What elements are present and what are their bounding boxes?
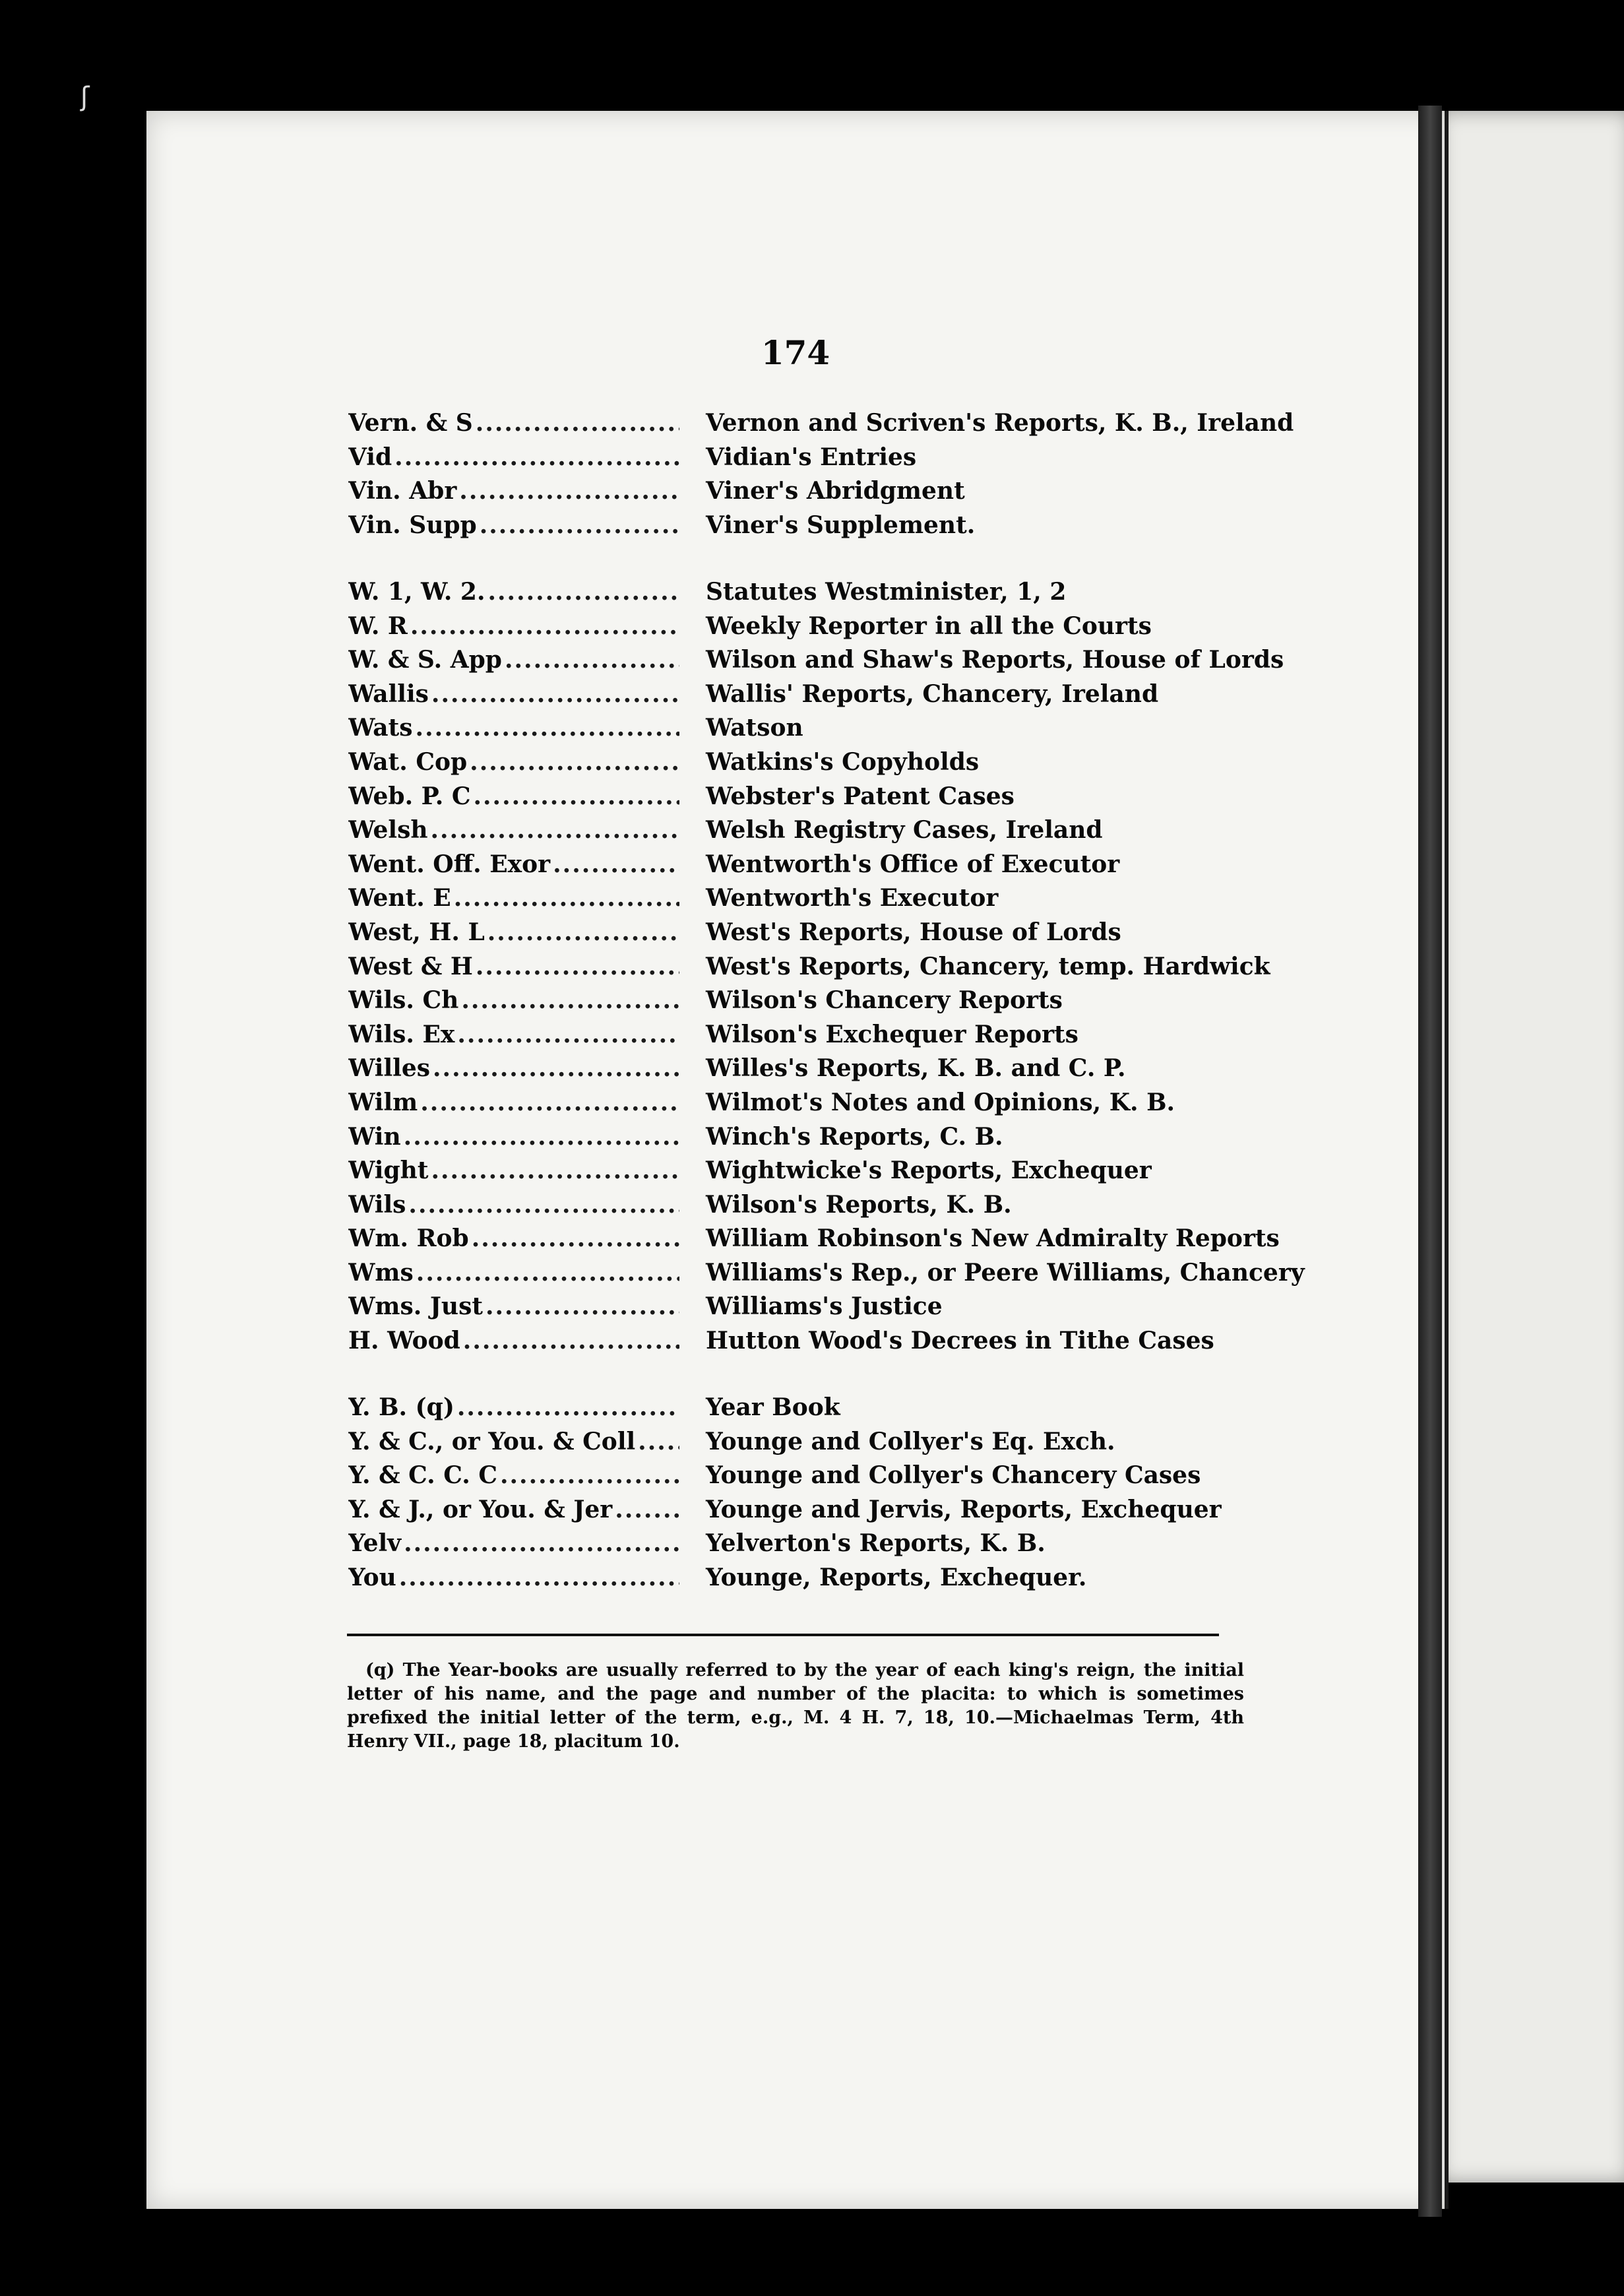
abbreviation-cell [348,511,679,539]
abbreviation-cell [348,918,679,946]
abbreviation-cell [348,1393,679,1421]
dot-leader [431,1157,679,1184]
abbreviation-meaning: Younge and Collyer's Eq. Exch. [706,1427,1115,1455]
bleed-through-text [806,375,1387,409]
abbreviation-text: Wils [348,1190,406,1219]
dot-leader [485,1292,679,1320]
abbreviation-entry [348,1564,1311,1598]
abbreviation-meaning: West's Reports, House of Lords [706,918,1121,946]
dot-leader [615,1496,679,1523]
abbreviation-entry [348,646,1311,680]
abbreviation-text: Wm. Rob [348,1225,469,1253]
dot-leader [410,612,679,640]
abbreviation-meaning: Webster's Patent Cases [706,782,1015,810]
abbreviation-cell [348,1021,679,1048]
abbreviation-cell [348,1564,679,1591]
abbreviation-entry [348,1259,1311,1293]
abbreviation-meaning: Year Book [706,1393,840,1421]
abbreviation-text: Wallis [348,680,429,708]
abbreviation-text: Vid [348,443,392,471]
abbreviation-entry [348,782,1311,817]
abbreviation-meaning: Wallis' Reports, Chancery, Ireland [706,680,1159,708]
abbreviation-cell [348,1054,679,1082]
abbreviation-cell [348,443,679,471]
abbreviation-cell [348,953,679,980]
scan-mark: ʃ [80,82,90,112]
abbreviation-cell [348,1191,679,1219]
abbreviation-meaning: Viner's Supplement. [706,511,976,539]
abbreviation-text: West & H [348,952,473,980]
abbreviation-cell [348,409,679,437]
abbreviation-cell [348,748,679,776]
abbreviation-entry [348,1089,1311,1123]
abbreviation-cell [348,1123,679,1151]
abbreviation-section-v [348,409,1311,545]
abbreviation-text: Wight [348,1157,429,1185]
abbreviation-entry [348,884,1311,918]
abbreviation-text: You [348,1563,396,1591]
abbreviation-meaning: Williams's Rep., or Peere Williams, Chancery [706,1258,1305,1287]
abbreviation-cell [348,850,679,878]
dot-leader [416,714,679,742]
abbreviation-text: West, H. L [348,918,485,946]
dot-leader [457,1393,679,1421]
abbreviation-text: Wils. Ch [348,986,459,1015]
abbreviation-text: Y. & J., or You. & Jer [348,1495,613,1523]
abbreviation-meaning: Younge, Reports, Exchequer. [706,1563,1087,1591]
dot-leader [487,918,679,946]
abbreviation-meaning: Younge and Collyer's Chancery Cases [706,1461,1201,1490]
abbreviation-text: Wilm [348,1088,418,1116]
abbreviation-entry [348,1123,1311,1157]
abbreviation-text: Willes [348,1054,430,1083]
abbreviation-entry [348,409,1311,443]
abbreviation-meaning: Watkins's Copyholds [706,748,980,776]
abbreviation-cell [348,477,679,505]
abbreviation-text: Vin. Abr [348,477,457,505]
abbreviation-entry [348,1461,1311,1496]
abbreviation-text: Y. & C., or You. & Coll [348,1427,636,1455]
dot-leader [457,1021,679,1048]
abbreviation-cell [348,1428,679,1455]
abbreviation-cell [348,816,679,844]
abbreviation-entry [348,1496,1311,1530]
dot-leader [470,748,679,776]
abbreviation-cell [348,1529,679,1557]
dot-leader [473,782,679,810]
abbreviation-entry [348,680,1311,715]
abbreviation-meaning: Wilmot's Notes and Opinions, K. B. [706,1088,1175,1116]
abbreviation-entry [348,748,1311,782]
dot-leader [505,646,679,674]
abbreviation-entry [348,1225,1311,1259]
abbreviation-text: Y. & C. C. C [348,1461,497,1490]
abbreviation-entry [348,953,1311,987]
abbreviation-meaning: West's Reports, Chancery, temp. Hardwick [706,952,1270,980]
dot-leader [454,884,679,912]
abbreviation-text: Wats [348,714,413,742]
abbreviation-cell [348,612,679,640]
abbreviation-text: Went. E [348,884,451,912]
abbreviation-text: Welsh [348,816,428,845]
abbreviation-entry [348,850,1311,885]
abbreviation-text: Wat. Cop [348,748,468,776]
abbreviation-meaning: Younge and Jervis, Reports, Exchequer [706,1495,1222,1523]
abbreviation-meaning: Williams's Justice [706,1292,943,1321]
abbreviation-text: H. Wood [348,1327,460,1355]
dot-leader [500,1461,679,1489]
abbreviation-meaning: Wilson and Shaw's Reports, House of Lords [706,646,1284,674]
abbreviation-meaning: Hutton Wood's Decrees in Tithe Cases [706,1327,1214,1355]
dot-leader [463,1327,679,1355]
abbreviation-meaning: Wilson's Chancery Reports [706,986,1063,1015]
dot-leader [408,1191,679,1219]
abbreviation-meaning: Viner's Abridgment [706,477,965,505]
abbreviation-text: W. & S. App [348,646,502,674]
abbreviation-entry [348,578,1311,612]
abbreviation-meaning: Vernon and Scriven's Reports, K. B., Ireland [706,409,1294,437]
abbreviation-meaning: Wilson's Reports, K. B. [706,1190,1012,1219]
abbreviation-entry [348,443,1311,478]
abbreviation-entry [348,1292,1311,1327]
abbreviation-text: Yelv [348,1529,402,1558]
abbreviation-entry [348,1327,1311,1361]
dot-leader [399,1564,679,1591]
abbreviation-meaning: Wentworth's Office of Executor [706,850,1120,878]
abbreviation-cell [348,1292,679,1320]
abbreviation-cell [348,680,679,708]
abbreviation-section-w [348,578,1311,1361]
abbreviation-cell [348,1327,679,1355]
abbreviation-cell [348,714,679,742]
abbreviation-entry [348,511,1311,546]
abbreviation-cell [348,884,679,912]
abbreviation-entry [348,612,1311,647]
abbreviation-cell [348,1157,679,1184]
abbreviation-text: Went. Off. Exor [348,850,551,878]
dot-leader [404,1123,679,1151]
abbreviation-entry [348,477,1311,511]
abbreviation-meaning: Yelverton's Reports, K. B. [706,1529,1046,1558]
abbreviation-cell [348,1089,679,1116]
footnote-rule [347,1634,1219,1636]
abbreviation-meaning: Winch's Reports, C. B. [706,1122,1003,1151]
abbreviation-cell [348,782,679,810]
dot-leader [420,1089,679,1116]
dot-leader [480,511,679,539]
abbreviation-cell [348,646,679,674]
dot-leader [394,443,679,471]
dot-leader [553,850,679,878]
abbreviation-entry [348,1021,1311,1055]
abbreviation-meaning: William Robinson's New Admiralty Reports [706,1225,1280,1253]
abbreviation-entry [348,1157,1311,1191]
abbreviation-cell [348,578,679,606]
abbreviation-entry [348,1191,1311,1225]
dot-leader [638,1428,679,1455]
abbreviation-text: Wils. Ex [348,1020,455,1048]
abbreviation-text: W. 1, W. 2. [348,578,485,606]
abbreviation-entry [348,816,1311,850]
abbreviation-cell [348,986,679,1014]
abbreviation-text: Vern. & S [348,409,473,437]
dot-leader [459,477,679,505]
dot-leader [431,680,679,708]
abbreviation-entry [348,1393,1311,1428]
abbreviation-text: Y. B. (q) [348,1393,454,1421]
dot-leader [487,578,679,606]
abbreviation-entry [348,1428,1311,1462]
facing-page-edge [1433,111,1624,2183]
abbreviation-meaning: Willes's Reports, K. B. and C. P. [706,1054,1126,1083]
abbreviation-text: Wms. Just [348,1292,483,1321]
abbreviation-text: Web. P. C [348,782,471,810]
abbreviation-meaning: Wilson's Exchequer Reports [706,1020,1078,1048]
abbreviation-meaning: Wightwicke's Reports, Exchequer [706,1157,1152,1185]
dot-leader [404,1529,679,1557]
abbreviation-cell [348,1461,679,1489]
abbreviation-meaning: Statutes Westminister, 1, 2 [706,578,1067,606]
abbreviation-text: Vin. Supp [348,511,477,539]
abbreviation-text: W. R [348,612,408,640]
dot-leader [476,409,679,437]
dot-leader [476,953,679,980]
abbreviation-meaning: Vidian's Entries [706,443,917,471]
abbreviation-entry [348,714,1311,748]
abbreviation-cell [348,1496,679,1523]
dot-leader [433,1054,679,1082]
footnote: (q) The Year-books are usually referred to by the year of each king's reign, the initial letter of his name, and the page and number of the placita: to which is sometimes prefixed the initial letter of the term, e.g., M. 4 H. 7, 18, 10.—Michaelmas Term, 4th Henry VII., page 18, placitum 10. [347,1660,1244,1752]
dot-leader [461,986,679,1014]
abbreviation-meaning: Watson [706,714,803,742]
book-spine [1418,106,1442,2217]
dot-leader [431,816,679,844]
abbreviation-text: Wms [348,1258,414,1287]
abbreviation-entry [348,986,1311,1021]
abbreviation-entry [348,918,1311,953]
abbreviation-meaning: Welsh Registry Cases, Ireland [706,816,1103,845]
abbreviation-meaning: Wentworth's Executor [706,884,999,912]
dot-leader [416,1259,679,1287]
abbreviation-entry [348,1529,1311,1564]
abbreviation-cell [348,1225,679,1252]
dot-leader [472,1225,679,1252]
abbreviation-section-y [348,1393,1311,1598]
abbreviation-text: Win [348,1122,401,1151]
abbreviation-cell [348,1259,679,1287]
abbreviation-entry [348,1054,1311,1089]
abbreviation-meaning: Weekly Reporter in all the Courts [706,612,1152,640]
page-number: 174 [761,333,830,372]
